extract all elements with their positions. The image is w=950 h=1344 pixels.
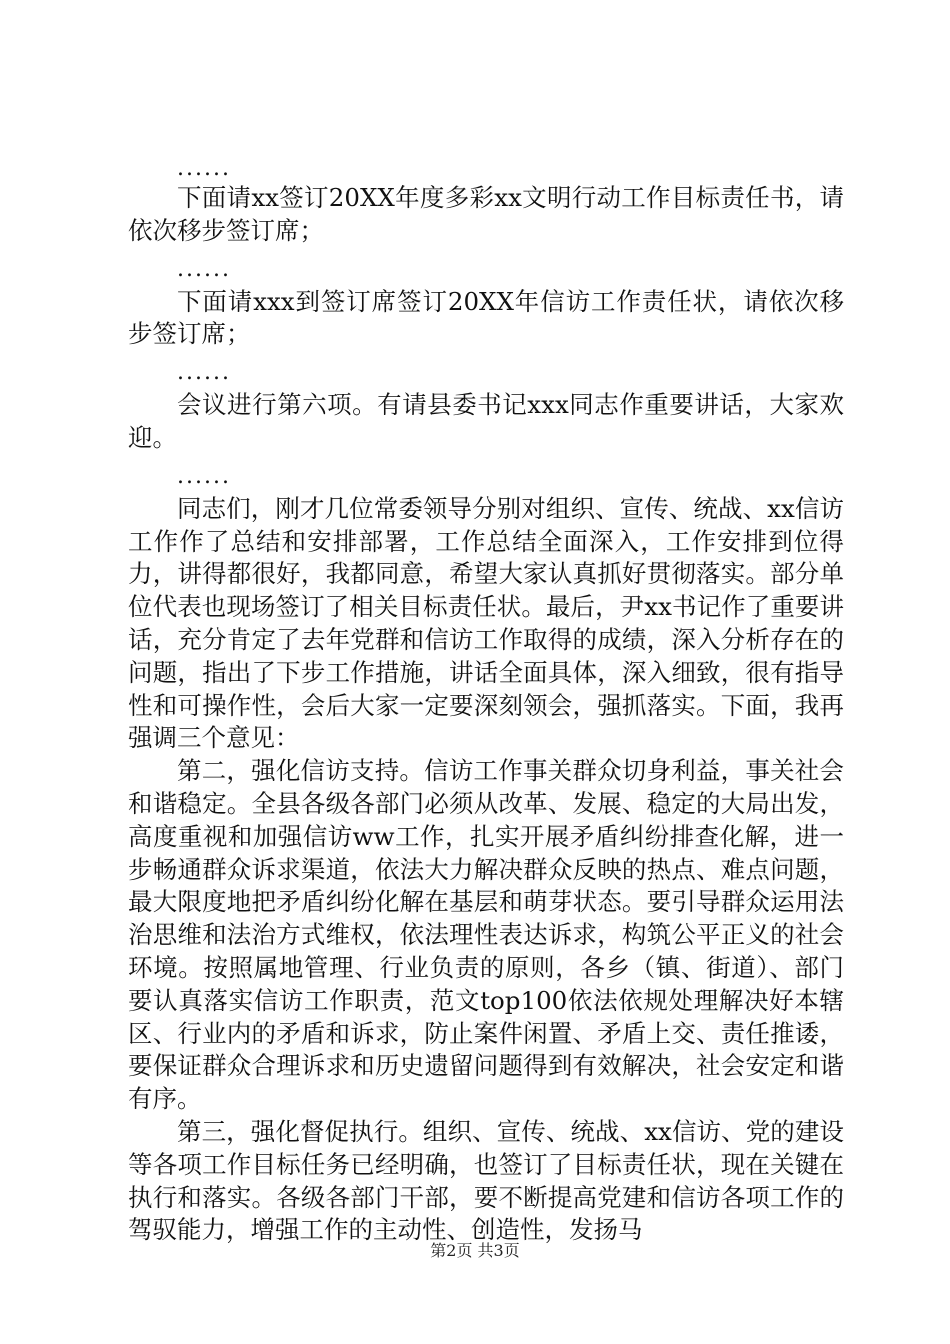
paragraph-sign-petition-responsibility: 下面请xxx到签订席签订20XX年信访工作责任状，请依次移步签订席； — [128, 286, 844, 349]
paragraph-point-two: 第二，强化信访支持。信访工作事关群众切身利益，事关社会和谐稳定。全县各级各部门必须从改革、发展、稳定的大局出发，高度重视和加强信访ww工作，扎实开展矛盾纠纷排查化解，进一步畅通群众诉求渠道，依法大力解决群众反映的热点、难点问题，最大限度地把矛盾纠纷化解在基层和萌芽状态。要引导群众运用法治思维和法治方式维权，依法理性表达诉求，构筑公平正义的社会环境。按照属地管理、行业负责的原则，各乡（镇、街道）、部门要认真落实信访工作职责，范文top100依法依规处理解决好本辖区、行业内的矛盾和诉求，防止案件闲置、矛盾上交、责任推诿，要保证群众合理诉求和历史遗留问题得到有效解决，社会安定和谐有序。 — [128, 756, 844, 1114]
ellipsis-marker: ...... — [177, 256, 231, 282]
ellipsis-marker: ...... — [177, 463, 231, 489]
paragraph-agenda-item-six: 会议进行第六项。有请县委书记xxx同志作重要讲话，大家欢迎。 — [128, 390, 844, 452]
paragraph-summary-remarks: 同志们，刚才几位常委领导分别对组织、宣传、统战、xx信访工作作了总结和安排部署，工作总结全面深入，工作安排到位得力，讲得都很好，我都同意，希望大家认真抓好贯彻落实。部分单位代表也现场签订了相关目标责任状。最后，尹xx书记作了重要讲话，充分肯定了去年党群和信访工作取得的成绩，深入分析存在的问题，指出了下步工作措施，讲话全面具体，深入细致，很有指导性和可操作性，会后大家一定要深刻领会，强抓落实。下面，我再强调三个意见： — [128, 493, 844, 753]
paragraph-sign-civilization-responsibility: 下面请xx签订20XX年度多彩xx文明行动工作目标责任书，请依次移步签订席； — [128, 183, 844, 245]
page-footer: 第2页 共3页 — [430, 1241, 520, 1260]
ellipsis-marker: ...... — [177, 156, 231, 181]
document-body — [128, 156, 844, 1247]
ellipsis-marker: ...... — [177, 360, 231, 386]
paragraph-point-three: 第三，强化督促执行。组织、宣传、统战、xx信访、党的建设等各项工作目标任务已经明确，也签订了目标责任状，现在关键在执行和落实。各级各部门干部，要不断提高党建和信访各项工作的驾驭能力，增强工作的主动性、创造性，发扬马 — [128, 1116, 844, 1245]
